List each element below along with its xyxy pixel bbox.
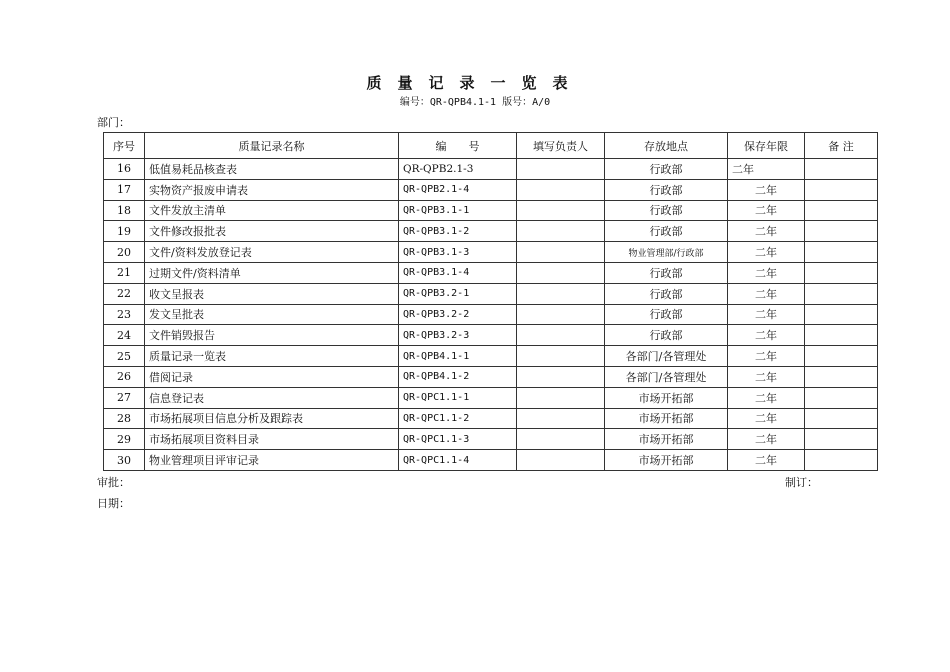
- cell-location: 行政部: [605, 159, 728, 180]
- cell-no: 24: [104, 325, 145, 346]
- cell-retention: 二年: [728, 429, 805, 450]
- cell-code: QR-QPB3.2-2: [399, 304, 517, 325]
- cell-location: 各部门/各管理处: [605, 366, 728, 387]
- table-row: [104, 200, 878, 221]
- cell-record-name: 借阅记录: [145, 366, 399, 387]
- cell-location: 行政部: [605, 179, 728, 200]
- cell-record-name: 低值易耗品核查表: [145, 159, 399, 180]
- cell-no: 18: [104, 200, 145, 221]
- cell-record-name: 信息登记表: [145, 387, 399, 408]
- cell-retention: 二年: [728, 221, 805, 242]
- cell-location: 市场开拓部: [605, 450, 728, 471]
- cell-owner: [517, 262, 605, 283]
- cell-code: QR-QPB2.1-3: [399, 159, 517, 180]
- table-row: [104, 221, 878, 242]
- cell-no: 17: [104, 179, 145, 200]
- cell-owner: [517, 408, 605, 429]
- cell-note: [805, 262, 878, 283]
- table-row: [104, 304, 878, 325]
- cell-location: 行政部: [605, 283, 728, 304]
- cell-owner: [517, 325, 605, 346]
- cell-retention: 二年: [728, 179, 805, 200]
- cell-retention: 二年: [728, 304, 805, 325]
- header-record-name: 质量记录名称: [145, 133, 399, 159]
- table-row: [104, 283, 878, 304]
- table-row: [104, 387, 878, 408]
- document-title: 质量记录一览表: [366, 74, 584, 92]
- cell-retention: 二年: [728, 408, 805, 429]
- cell-no: 27: [104, 387, 145, 408]
- cell-note: [805, 346, 878, 367]
- cell-owner: [517, 304, 605, 325]
- cell-owner: [517, 200, 605, 221]
- cell-record-name: 文件发放主清单: [145, 200, 399, 221]
- cell-no: 20: [104, 242, 145, 263]
- cell-location: 行政部: [605, 200, 728, 221]
- cell-retention: 二年: [728, 200, 805, 221]
- cell-note: [805, 159, 878, 180]
- cell-record-name: 发文呈批表: [145, 304, 399, 325]
- cell-owner: [517, 387, 605, 408]
- table-row: [104, 408, 878, 429]
- header-location: 存放地点: [605, 133, 728, 159]
- cell-code: QR-QPB4.1-1: [399, 346, 517, 367]
- cell-retention: 二年: [728, 159, 805, 180]
- approval-label: 审批：: [97, 476, 130, 489]
- cell-note: [805, 221, 878, 242]
- cell-note: [805, 179, 878, 200]
- cell-record-name: 质量记录一览表: [145, 346, 399, 367]
- cell-retention: 二年: [728, 283, 805, 304]
- cell-record-name: 市场拓展项目信息分析及跟踪表: [145, 408, 399, 429]
- cell-code: QR-QPB3.1-1: [399, 200, 517, 221]
- cell-record-name: 文件销毁报告: [145, 325, 399, 346]
- cell-code: QR-QPB3.1-4: [399, 262, 517, 283]
- cell-no: 25: [104, 346, 145, 367]
- cell-note: [805, 242, 878, 263]
- cell-note: [805, 429, 878, 450]
- cell-no: 29: [104, 429, 145, 450]
- table-row: [104, 325, 878, 346]
- cell-owner: [517, 366, 605, 387]
- header-code: 编 号: [399, 133, 517, 159]
- cell-retention: 二年: [728, 366, 805, 387]
- table-row: [104, 159, 878, 180]
- header-owner: 填写负责人: [517, 133, 605, 159]
- cell-owner: [517, 221, 605, 242]
- cell-no: 23: [104, 304, 145, 325]
- cell-location: 市场开拓部: [605, 387, 728, 408]
- cell-location: 行政部: [605, 325, 728, 346]
- cell-note: [805, 304, 878, 325]
- header-retention: 保存年限: [728, 133, 805, 159]
- cell-record-name: 收文呈报表: [145, 283, 399, 304]
- cell-retention: 二年: [728, 262, 805, 283]
- cell-code: QR-QPB2.1-4: [399, 179, 517, 200]
- cell-note: [805, 366, 878, 387]
- table-row: [104, 366, 878, 387]
- cell-record-name: 文件修改报批表: [145, 221, 399, 242]
- cell-retention: 二年: [728, 242, 805, 263]
- cell-owner: [517, 429, 605, 450]
- cell-no: 28: [104, 408, 145, 429]
- cell-no: 26: [104, 366, 145, 387]
- cell-location: 市场开拓部: [605, 408, 728, 429]
- cell-location: 行政部: [605, 304, 728, 325]
- header-no: 序号: [104, 133, 145, 159]
- cell-code: QR-QPC1.1-2: [399, 408, 517, 429]
- cell-code: QR-QPC1.1-3: [399, 429, 517, 450]
- table-row: [104, 429, 878, 450]
- quality-records-table: [103, 132, 878, 471]
- cell-code: QR-QPC1.1-1: [399, 387, 517, 408]
- cell-no: 21: [104, 262, 145, 283]
- cell-retention: 二年: [728, 387, 805, 408]
- table-row: [104, 346, 878, 367]
- cell-owner: [517, 179, 605, 200]
- cell-note: [805, 325, 878, 346]
- cell-code: QR-QPB3.1-2: [399, 221, 517, 242]
- cell-owner: [517, 283, 605, 304]
- department-label: 部门：: [97, 116, 130, 129]
- cell-note: [805, 450, 878, 471]
- cell-record-name: 过期文件/资料清单: [145, 262, 399, 283]
- cell-code: QR-QPB3.2-1: [399, 283, 517, 304]
- date-label: 日期：: [97, 497, 130, 510]
- cell-record-name: 实物资产报废申请表: [145, 179, 399, 200]
- cell-no: 19: [104, 221, 145, 242]
- cell-note: [805, 200, 878, 221]
- cell-code: QR-QPB3.2-3: [399, 325, 517, 346]
- cell-location: 市场开拓部: [605, 429, 728, 450]
- cell-retention: 二年: [728, 325, 805, 346]
- cell-code: QR-QPC1.1-4: [399, 450, 517, 471]
- document-code-version: 编号：QR-QPB4.1-1 版号：A/0: [399, 97, 551, 108]
- cell-record-name: 物业管理项目评审记录: [145, 450, 399, 471]
- table-row: [104, 179, 878, 200]
- header-note: 备 注: [805, 133, 878, 159]
- cell-note: [805, 387, 878, 408]
- cell-note: [805, 408, 878, 429]
- cell-code: QR-QPB3.1-3: [399, 242, 517, 263]
- cell-location: 物业管理部/行政部: [605, 242, 728, 263]
- cell-no: 16: [104, 159, 145, 180]
- table-row: [104, 262, 878, 283]
- cell-location: 行政部: [605, 262, 728, 283]
- cell-note: [805, 283, 878, 304]
- cell-owner: [517, 450, 605, 471]
- table-header-row: [104, 133, 878, 159]
- cell-owner: [517, 159, 605, 180]
- table-row: [104, 242, 878, 263]
- table-row: [104, 450, 878, 471]
- cell-owner: [517, 242, 605, 263]
- prepared-by-label: 制订：: [785, 476, 818, 489]
- cell-retention: 二年: [728, 346, 805, 367]
- cell-record-name: 市场拓展项目资料目录: [145, 429, 399, 450]
- cell-no: 30: [104, 450, 145, 471]
- cell-code: QR-QPB4.1-2: [399, 366, 517, 387]
- cell-owner: [517, 346, 605, 367]
- cell-record-name: 文件/资料发放登记表: [145, 242, 399, 263]
- cell-location: 行政部: [605, 221, 728, 242]
- cell-location: 各部门/各管理处: [605, 346, 728, 367]
- cell-no: 22: [104, 283, 145, 304]
- cell-retention: 二年: [728, 450, 805, 471]
